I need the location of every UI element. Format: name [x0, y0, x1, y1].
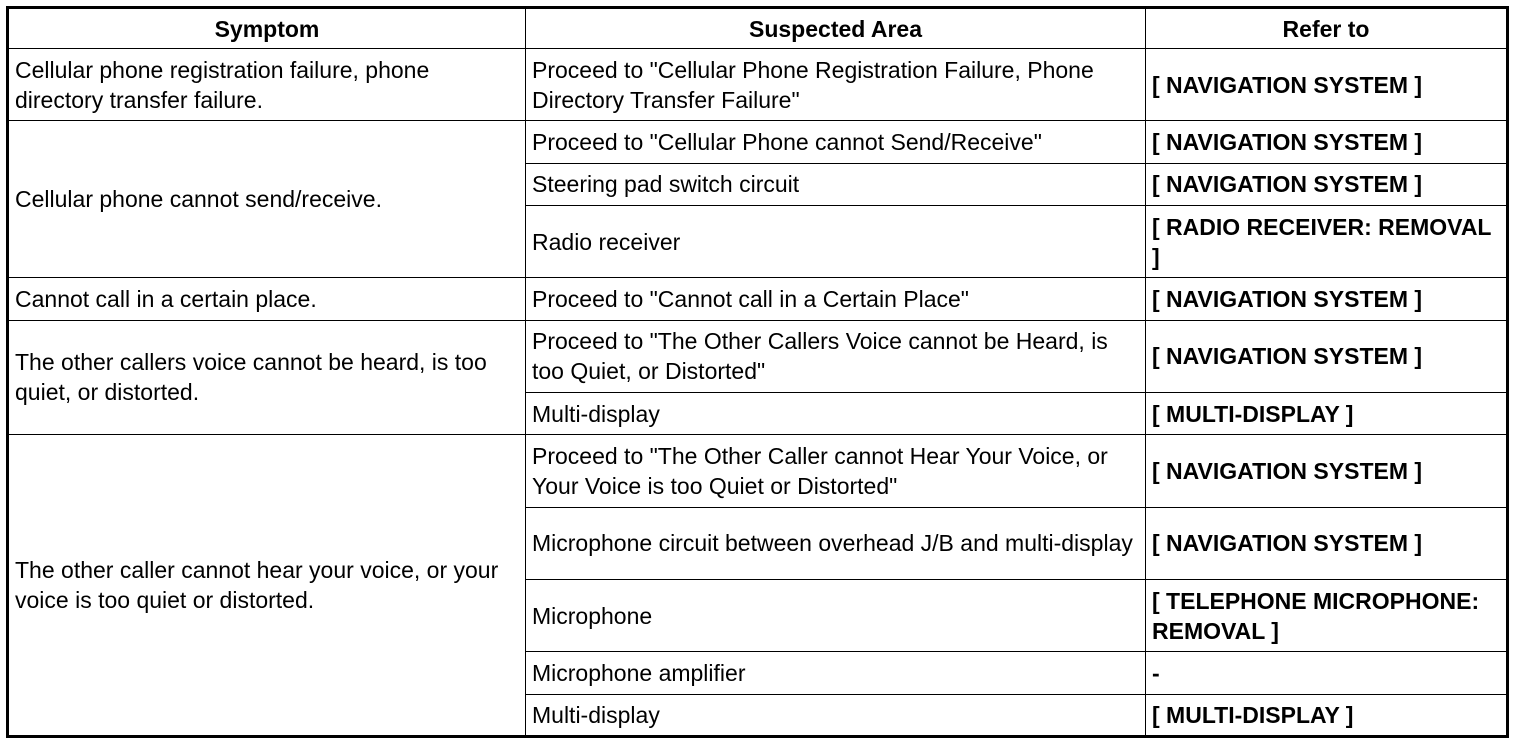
table-row [8, 435, 1508, 507]
refer-to-cell: [ NAVIGATION SYSTEM ] [1146, 320, 1508, 392]
refer-to-column-header: Refer to [1146, 8, 1508, 49]
refer-to-cell: - [1146, 652, 1508, 694]
symptom-column-header: Symptom [8, 8, 526, 49]
suspected-area-cell: Proceed to "The Other Caller cannot Hear Your Voice, or Your Voice is too Quiet or Distorted" [526, 435, 1146, 507]
symptom-cell: Cannot call in a certain place. [8, 278, 526, 320]
refer-to-cell: [ NAVIGATION SYSTEM ] [1146, 278, 1508, 320]
table-row [8, 121, 1508, 163]
symptom-cell: Cellular phone cannot send/receive. [8, 121, 526, 278]
refer-to-cell: [ MULTI-DISPLAY ] [1146, 694, 1508, 736]
refer-to-cell: [ MULTI-DISPLAY ] [1146, 392, 1508, 434]
table-row [8, 320, 1508, 392]
symptom-cell: Cellular phone registration failure, phone directory transfer failure. [8, 49, 526, 121]
refer-to-cell: [ NAVIGATION SYSTEM ] [1146, 435, 1508, 507]
suspected-area-cell: Radio receiver [526, 205, 1146, 277]
refer-to-cell: [ TELEPHONE MICROPHONE: REMOVAL ] [1146, 579, 1508, 651]
refer-to-cell: [ NAVIGATION SYSTEM ] [1146, 507, 1508, 579]
suspected-area-cell: Steering pad switch circuit [526, 163, 1146, 205]
suspected-area-cell: Proceed to "Cellular Phone cannot Send/Receive" [526, 121, 1146, 163]
symptom-cell: The other caller cannot hear your voice, or your voice is too quiet or distorted. [8, 435, 526, 737]
suspected-area-cell: Multi-display [526, 392, 1146, 434]
refer-to-cell: [ NAVIGATION SYSTEM ] [1146, 49, 1508, 121]
header-row [8, 8, 1508, 49]
suspected-area-cell: Proceed to "The Other Callers Voice cannot be Heard, is too Quiet, or Distorted" [526, 320, 1146, 392]
symptom-cell: The other callers voice cannot be heard, is too quiet, or distorted. [8, 320, 526, 435]
table-body [8, 49, 1508, 737]
suspected-area-cell: Proceed to "Cannot call in a Certain Place" [526, 278, 1146, 320]
suspected-area-cell: Multi-display [526, 694, 1146, 736]
refer-to-cell: [ RADIO RECEIVER: REMOVAL ] [1146, 205, 1508, 277]
table-row [8, 278, 1508, 320]
refer-to-cell: [ NAVIGATION SYSTEM ] [1146, 163, 1508, 205]
suspected-area-column-header: Suspected Area [526, 8, 1146, 49]
table-row [8, 49, 1508, 121]
refer-to-cell: [ NAVIGATION SYSTEM ] [1146, 121, 1508, 163]
suspected-area-cell: Proceed to "Cellular Phone Registration Failure, Phone Directory Transfer Failure" [526, 49, 1146, 121]
troubleshooting-table [6, 6, 1509, 738]
suspected-area-cell: Microphone amplifier [526, 652, 1146, 694]
suspected-area-cell: Microphone [526, 579, 1146, 651]
suspected-area-cell: Microphone circuit between overhead J/B and multi-display [526, 507, 1146, 579]
